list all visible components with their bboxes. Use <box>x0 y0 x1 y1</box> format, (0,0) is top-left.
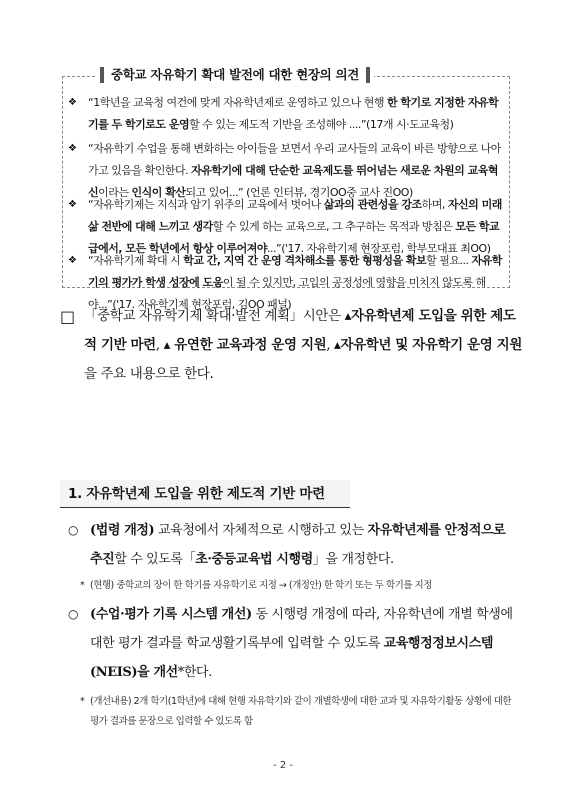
quote-emphasis: 자유학기의 평가가 학생 성장에 도움 <box>88 254 502 289</box>
diamond-bullet-icon: ❖ <box>68 97 77 108</box>
quote-part: “1학년을 교육청 여건에 맞게 자유학년제로 운영하고 있으나 현행 <box>88 96 387 109</box>
plan-part: 「중학교 자유학기제 확대·발전 계획」시안은 <box>84 308 345 324</box>
plan-emphasis: ▴자유학년 및 자유학기 운영 지원 <box>334 337 522 353</box>
footnote-2 <box>80 692 512 732</box>
quote-part: 되고 있어...” (언론 인터뷰, 경기OO중 교사 진OO) <box>185 186 413 199</box>
opinion-quote-1 <box>68 92 508 136</box>
section-heading: 1. 자유학년제 도입을 위한 제도적 기반 마련 <box>60 480 350 508</box>
quote-emphasis: 모든 학교급에서, 모든 학년에서 항상 이루어져야 <box>88 220 500 255</box>
quote-emphasis: 인식이 확산 <box>131 186 186 199</box>
item-part: 할 수 있도록「 <box>114 552 196 567</box>
footnote-1 <box>80 576 512 596</box>
list-item-law-revision <box>68 516 514 574</box>
quote-part: ...”('17. 자유학기제 현장포럼, 학부모대표 최OO) <box>267 242 491 255</box>
item-emphasis: 초·중등교육법 시행령 <box>195 552 313 567</box>
quote-emphasis: 자유학기에 대해 단순한 교육제도를 뛰어넘는 새로운 차원의 교육혁신 <box>88 164 498 199</box>
plan-text <box>84 302 522 389</box>
plan-emphasis: ▴ 유연한 교육과정 운영 지원 <box>163 337 327 353</box>
quote-part: 이라는 <box>98 186 132 199</box>
asterisk-icon: * <box>80 696 85 707</box>
circle-bullet-icon: ○ <box>68 523 79 537</box>
quote-part: 하며, <box>421 198 448 211</box>
circle-bullet-icon: ○ <box>68 607 79 621</box>
quote-emphasis: 삶과의 관련성을 강조 <box>323 198 422 211</box>
title-bar-right <box>366 67 370 83</box>
footnote-text: (현행) 중학교의 장이 한 학기를 자유학기로 지정 → (개정안) 한 학기 또는 두 학기를 지정 <box>90 580 432 591</box>
item-part: *한다. <box>177 665 212 680</box>
quote-emphasis: 학교 간, 지역 간 운영 격차해소를 통한 형평성을 확보 <box>183 254 427 267</box>
item-emphasis: (법령 개정) <box>90 523 155 538</box>
item-text <box>90 516 514 574</box>
footnote-text: (개선내용) 2개 학기(1학년)에 대해 현행 자유학기와 같이 개별학생에 대한 교과 및 자유학기활동 상황에 대한 평가 결과를 문장으로 입력할 수 있도록 함 <box>90 696 512 727</box>
plan-summary <box>60 302 522 389</box>
plan-part: , <box>155 337 164 353</box>
quote-emphasis: 한 학기로 지정한 자유학기를 두 학기로도 운영 <box>88 96 499 131</box>
quote-part: “자유학기제는 지식과 암기 위주의 교육에서 벗어나 <box>88 198 324 211</box>
diamond-bullet-icon: ❖ <box>68 143 77 154</box>
plan-part: , <box>326 337 335 353</box>
item-emphasis: (수업·평가 기록 시스템 개선) <box>90 607 252 622</box>
page-number: - 2 - <box>273 760 293 771</box>
plan-emphasis: ▴자유학년제 도입을 위한 제도적 기반 마련 <box>84 308 516 353</box>
diamond-bullet-icon: ❖ <box>68 199 77 210</box>
asterisk-icon: * <box>80 580 85 591</box>
quote-part: “자유학기제 확대 시 <box>88 254 184 267</box>
quote-part: “자유학기 수업을 통해 변화하는 아이들을 보면서 우리 교사들의 교육이 바른 방향으로 나아가고 있음을 확인한다. <box>88 142 501 177</box>
quote-part: 할 수 있는 제도적 기반을 조성해야 ....”(17개 시·도교육청) <box>189 118 454 131</box>
diamond-bullet-icon: ❖ <box>68 255 77 266</box>
item-part: 동 시행령 개정에 따라, 자유학년에 개별 학생에 대한 평가 결과를 학교생활기록부에 입력할 수 있도록 <box>90 607 513 651</box>
opinion-box-title <box>96 62 374 88</box>
plan-part: 을 주요 내용으로 한다. <box>84 366 214 382</box>
item-emphasis: 교육행정정보시스템(NEIS)을 개선 <box>90 636 494 680</box>
quote-part: 할 필요... <box>426 254 472 267</box>
quote-emphasis: 자신의 미래 삶 전반에 대해 느끼고 생각 <box>88 198 502 233</box>
square-bullet-icon: □ <box>60 307 76 326</box>
item-part: 교육청에서 자체적으로 시행하고 있는 <box>154 523 368 538</box>
list-item-system-improvement <box>68 600 514 687</box>
quote-part: 할 수 있게 하는 교육으로, 그 추구하는 목적과 방침은 <box>212 220 456 233</box>
opinion-title-text: 중학교 자유학기 확대 발전에 대한 현장의 의견 <box>110 67 360 82</box>
item-text <box>90 600 514 687</box>
quote-part: 이 될 수 있지만, 고입의 공정성에 영향을 미치지 않도록 해야...”('17. 자유학기제 현장포럼, 김OO 패널) <box>88 276 486 311</box>
quote-text <box>88 92 508 136</box>
item-emphasis: 자유학년제를 안정적으로 추진 <box>90 523 506 567</box>
title-bar-left <box>100 67 104 83</box>
item-part: 」을 개정한다. <box>312 552 394 567</box>
